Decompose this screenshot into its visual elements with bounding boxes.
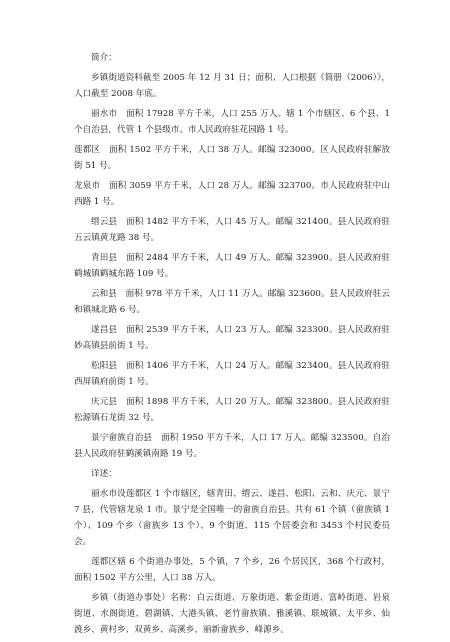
detail-paragraph-1: 丽水市设莲都区 1 个市辖区，辖青田、缙云、遂昌、松阳、云和、庆元、景宁 7 县，代管辖龙泉 1 市。景宁是全国唯一的畲族自治县。共有 61 个镇（畲族镇 1 个）、109 个乡（畲族乡 13 个）、9 个街道、115 个居委会和 3453 个村民委员会。 bbox=[74, 489, 390, 547]
intro-paragraph: 乡镇街道资料截至 2005 年 12 月 31 日；面积、人口根据《简册（2006）》，人口截至 2008 年底。 bbox=[74, 73, 390, 99]
entry-songyang: 松阳县 面积 1406 平方千米，人口 24 万人。邮编 323400。县人民政府驻西屏镇府前街 1 号。 bbox=[74, 361, 390, 387]
entry-suichang: 遂昌县 面积 2539 平方千米，人口 23 万人。邮编 323300。县人民政府驻妙高镇县前街 1 号。 bbox=[74, 325, 390, 351]
section-heading-detail: 详述： bbox=[91, 469, 117, 479]
detail-paragraph-3: 乡镇（街道办事处）名称：白云街道、万象街道、紫金街道、富岭街道、岩泉街道、水阁街道、碧湖镇、大港头镇、老竹畲族镇、雅溪镇、联城镇、太平乡、仙渡乡、黄村乡、双黄乡、高溪乡、丽新畲族乡、峰源乡。 bbox=[74, 593, 390, 635]
entry-qingyuan: 庆元县 面积 1898 平方千米，人口 20 万人。邮编 323800。县人民政府驻松源镇石龙街 32 号。 bbox=[74, 397, 390, 423]
entry-jingning: 景宁畲族自治县 面积 1950 平方千米，人口 17 万人。邮编 323500。自治县人民政府驻鹤溪镇南路 19 号。 bbox=[74, 433, 390, 459]
entry-qingtian: 青田县 面积 2484 平方千米，人口 49 万人。邮编 323900。县人民政府驻鹤城镇鹤城东路 109 号。 bbox=[74, 253, 390, 279]
entry-lishui: 丽水市 面积 17928 平方千米，人口 255 万人。辖 1 个市辖区、6 个县、1 个自治县，代管 1 个县级市。市人民政府驻花园路 1 号。 bbox=[74, 109, 390, 135]
entry-liandu: 莲都区 面积 1502 平方千米，人口 38 万人。邮编 323000。区人民政府驻解放街 51 号。 bbox=[74, 145, 390, 171]
entry-jinyun: 缙云县 面积 1482 平方千米，人口 45 万人。邮编 321400。县人民政府驻五云镇黄龙路 38 号。 bbox=[74, 217, 390, 243]
section-heading-brief: 简介： bbox=[91, 53, 117, 63]
document-body bbox=[74, 50, 390, 642]
entry-longquan: 龙泉市 面积 3059 平方千米，人口 28 万人。邮编 323700。市人民政府驻中山西路 1 号。 bbox=[74, 181, 390, 207]
entry-yunhe: 云和县 面积 978 平方千米，人口 11 万人。邮编 323600。县人民政府驻云和镇城北路 6 号。 bbox=[74, 289, 390, 315]
detail-paragraph-2: 莲都区辖 6 个街道办事处，5 个镇，7 个乡，26 个居民区，368 个行政村，面积 1502 平方公里，人口 38 万人。 bbox=[74, 557, 390, 583]
